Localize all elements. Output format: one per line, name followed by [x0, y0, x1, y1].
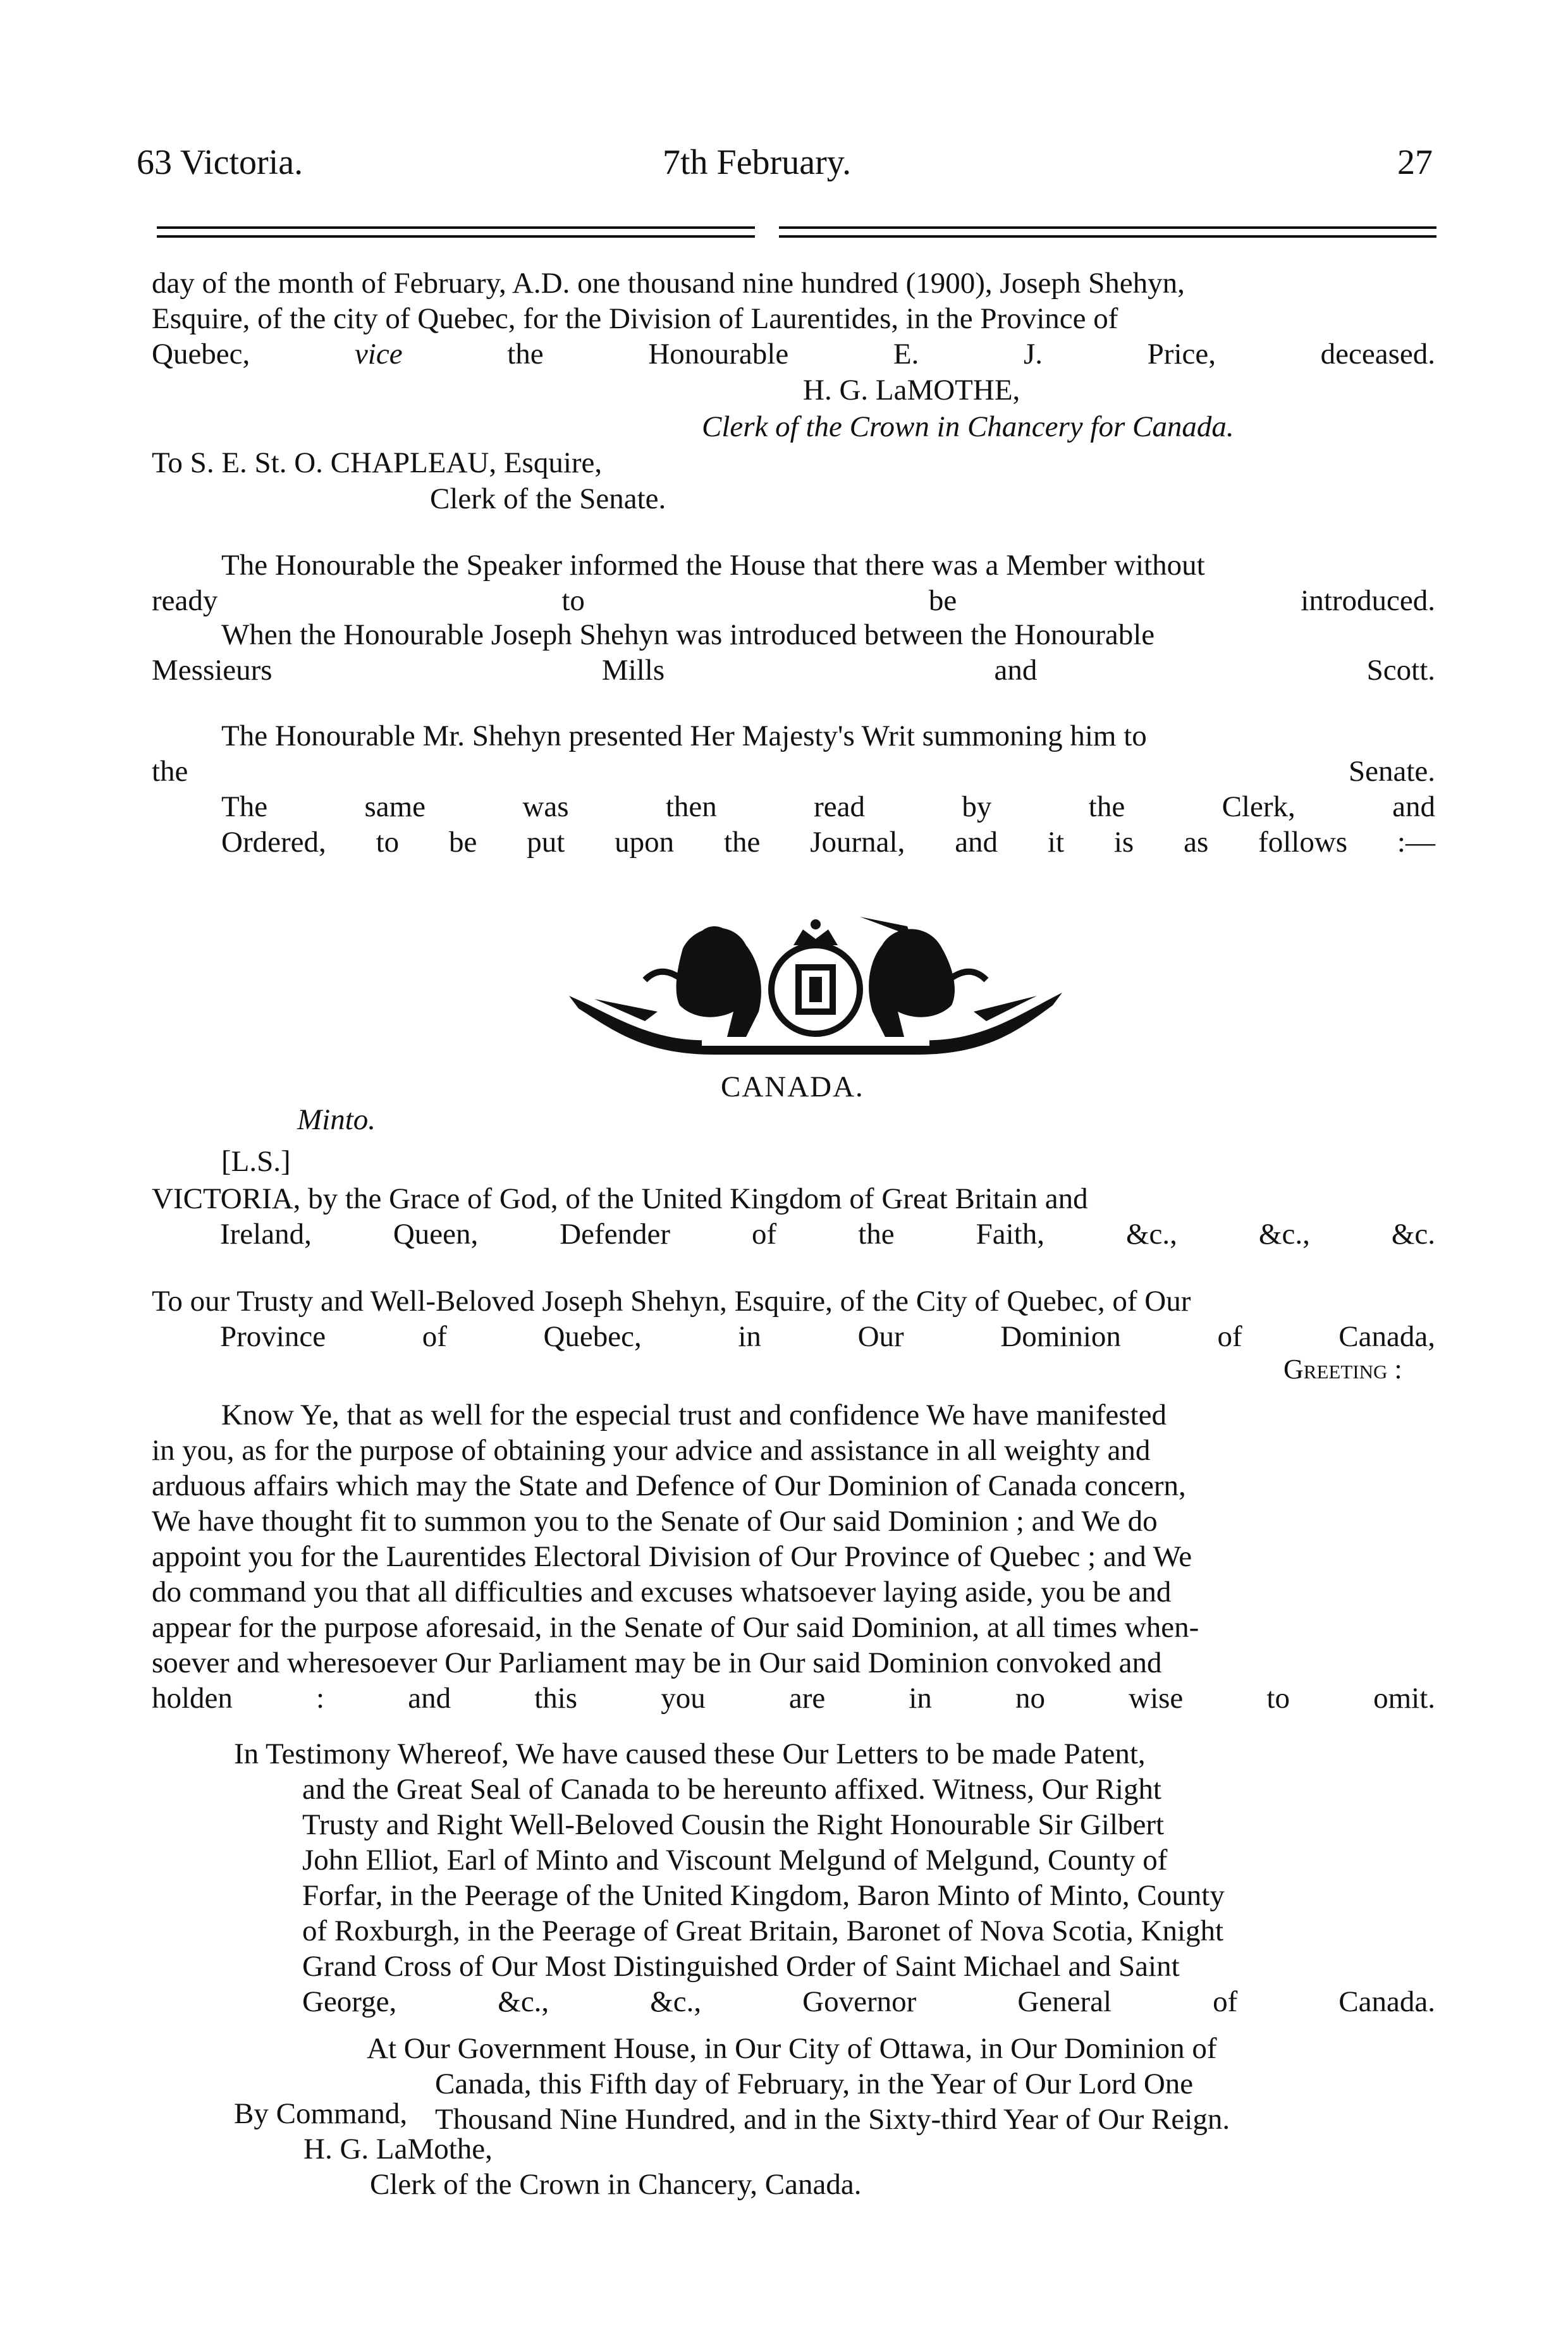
introduction-paragraph [152, 617, 1435, 688]
text-line: We have thought fit to summon you to the Senate of Our said Dominion ; and We do [152, 1505, 1158, 1538]
text-line: soever and wheresoever Our Parliament may be in Our said Dominion convoked and [152, 1646, 1162, 1679]
text-line: Know Ye, that as well for the especial trust and confidence We have manifested [221, 1399, 1167, 1431]
seal-mark: [L.S.] [221, 1145, 291, 1178]
text-line: John Elliot, Earl of Minto and Viscount Melgund of Melgund, County of [302, 1844, 1168, 1877]
text-line: Messieurs Mills and Scott. [152, 654, 1435, 687]
testimony-paragraph [234, 1736, 1435, 2019]
text-line: In Testimony Whereof, We have caused these Our Letters to be made Patent, [234, 1737, 1146, 1770]
text-line: Ordered, to be put upon the Journal, and it is as follows :— [221, 826, 1435, 859]
writ-country: CANADA. [721, 1070, 864, 1103]
text-line: of Roxburgh, in the Peerage of Great Britain, Baronet of Nova Scotia, Knight [302, 1914, 1224, 1947]
text-line: do command you that all difficulties and excuses whatsoever laying aside, you be and [152, 1576, 1172, 1608]
text-line: George, &c., &c., Governor General of Canada. [302, 1985, 1435, 2018]
header-session: 63 Victoria. [137, 143, 303, 182]
governor-signature: Minto. [297, 1103, 376, 1136]
clerk-title: Clerk of the Crown in Chancery for Canada. [702, 410, 1234, 443]
text-line: Province of Quebec, in Our Dominion of Canada, [220, 1320, 1435, 1353]
text-line: At Our Government House, in Our City of Ottawa, in Our Dominion of [367, 2032, 1217, 2065]
addressee-line: To S. E. St. O. CHAPLEAU, Esquire, [152, 446, 603, 479]
text-line: arduous affairs which may the State and Defence of Our Dominion of Canada concern, [152, 1469, 1186, 1502]
writ-addressee [152, 1283, 1435, 1354]
text-line: appear for the purpose aforesaid, in the Senate of Our said Dominion, at all times when- [152, 1611, 1199, 1644]
text-line: ready to be introduced. [152, 584, 1435, 617]
text-line: VICTORIA, by the Grace of God, of the United Kingdom of Great Britain and [152, 1182, 1088, 1215]
text-line: The Honourable Mr. Shehyn presented Her Majesty's Writ summoning him to [221, 720, 1147, 752]
text-line: To our Trusty and Well-Beloved Joseph Shehyn, Esquire, of the City of Quebec, of Our [152, 1285, 1191, 1318]
text-line: Thousand Nine Hundred, and in the Sixty-third Year of Our Reign. [435, 2103, 1230, 2136]
text-line: appoint you for the Laurentides Electoral Division of Our Province of Quebec ; and We [152, 1540, 1192, 1573]
by-command: By Command, [234, 2097, 408, 2130]
text-line: and the Great Seal of Canada to be hereunto affixed. Witness, Our Right [302, 1773, 1161, 1806]
greeting: Greeting : [1283, 1354, 1402, 1385]
text-line: Trusty and Right Well-Beloved Cousin the Right Honourable Sir Gilbert [302, 1808, 1165, 1841]
page-number: 27 [1397, 143, 1433, 182]
text-line: Forfar, in the Peerage of the United Kingdom, Baron Minto of Minto, County [302, 1879, 1225, 1912]
text-line: in you, as for the purpose of obtaining your advice and assistance in all weighty and [152, 1434, 1151, 1467]
signer-name: H. G. LaMothe, [303, 2133, 493, 2166]
intro-paragraph [152, 266, 1435, 372]
text-line: Esquire, of the city of Quebec, for the Division of Laurentides, in the Province of [152, 302, 1118, 335]
clerk-name: H. G. LaMOTHE, [803, 374, 1020, 407]
addressee-title: Clerk of the Senate. [430, 482, 666, 515]
text-line: Ireland, Queen, Defender of the Faith, &c., &c., &c. [220, 1218, 1435, 1251]
text-line: Quebec, vice the Honourable E. J. Price, deceased. [152, 338, 1435, 371]
text-line: Canada, this Fifth day of February, in the Year of Our Lord One [435, 2068, 1194, 2100]
text-line: day of the month of February, A.D. one thousand nine hundred (1900), Joseph Shehyn, [152, 267, 1185, 300]
place-date-paragraph [367, 2031, 1435, 2137]
text-line: Grand Cross of Our Most Distinguished Order of Saint Michael and Saint [302, 1950, 1180, 1983]
text-line: The Honourable the Speaker informed the House that there was a Member without [221, 549, 1205, 582]
know-ye-paragraph [152, 1397, 1435, 1716]
speaker-paragraph [152, 548, 1435, 618]
royal-coat-of-arms-icon [556, 910, 1075, 1062]
signer-title: Clerk of the Crown in Chancery, Canada. [370, 2168, 862, 2201]
header-date: 7th February. [663, 143, 852, 182]
victoria-title [152, 1181, 1435, 1252]
text-line: When the Honourable Joseph Shehyn was introduced between the Honourable [221, 618, 1155, 651]
text-line: The same was then read by the Clerk, and [221, 790, 1435, 823]
writ-presented-paragraph [152, 718, 1435, 860]
text-line: the Senate. [152, 755, 1435, 788]
text-line: holden : and this you are in no wise to omit. [152, 1682, 1435, 1715]
